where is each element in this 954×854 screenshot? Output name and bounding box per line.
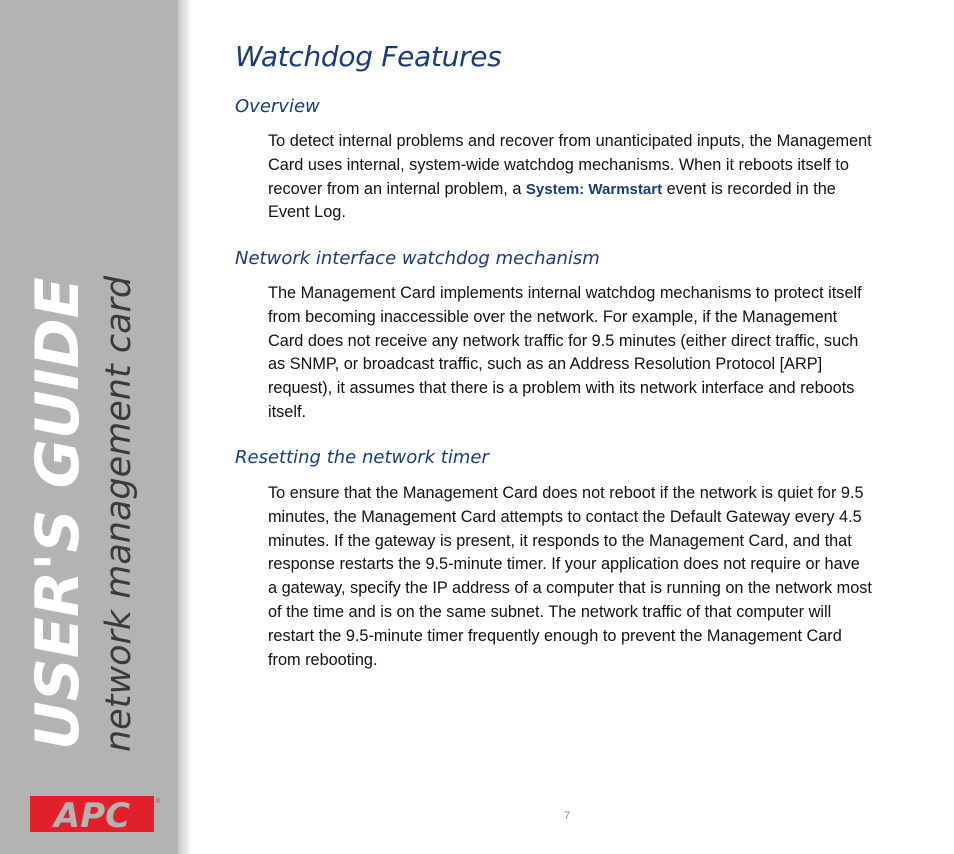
section-paragraph-resetting-timer: To ensure that the Management Card does not reboot if the network is quiet for 9.5 minutes, the Management Card attempts to contact the Default Gateway every 4.5 minutes. If the gateway is present, it responds to the Management Card, and that response restarts the 9.5-minute timer. If your application does not require or have a gateway, specify the IP address of a computer that is running on the network most of the time and is on the same subnet. The network traffic of that computer will restart the 9.5-minute timer frequently enough to prevent the Management Card from rebooting. — [268, 484, 872, 669]
page-title: Watchdog Features — [235, 40, 502, 73]
apc-logo — [30, 795, 160, 835]
apc-logo-text: APC — [53, 796, 131, 835]
registered-mark-icon: ® — [156, 799, 160, 805]
page-number: 7 — [564, 810, 571, 822]
paragraph-text: To detect internal problems and recover from unanticipated inputs, the Management Card uses internal, system-wide watchdog mechanisms. When it reboots itself to recover from an internal problem, a — [268, 132, 872, 198]
sidebar-subtitle: network management card — [99, 275, 139, 752]
sidebar — [0, 0, 178, 854]
paragraph-text: event is recorded in the Event Log. — [268, 179, 836, 222]
section-heading-overview: Overview — [235, 96, 320, 117]
section-heading-resetting-timer: Resetting the network timer — [235, 447, 489, 468]
section-heading-network-interface: Network interface watchdog mechanism — [235, 248, 600, 269]
section-paragraph-network-interface: The Management Card implements internal watchdog mechanisms to protect itself from becoming inaccessible over the network. For example, if the Management Card does not receive any network traffic for 9.5 minutes (either direct traffic, such as SNMP, or broadcast traffic, such as an Address Resolution Protocol [ARP] request), it assumes that there is a problem with its network interface and reboots itself. — [268, 284, 862, 421]
event-name-emphasis: System: Warmstart — [525, 180, 663, 198]
sidebar-shadow — [178, 0, 192, 854]
section-paragraph-overview — [268, 130, 872, 225]
sidebar-title: USER'S GUIDE — [23, 277, 93, 750]
